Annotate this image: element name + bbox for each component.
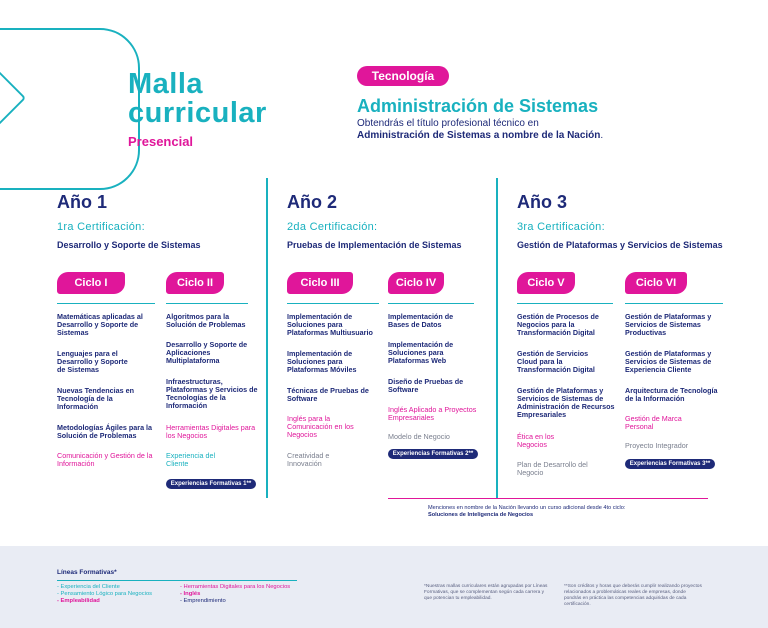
footer-item: - Inglés [180,591,201,597]
modality-label: Presencial [128,134,194,149]
course-item: Desarrollo y Soporte de Aplicaciones Multiplataforma [166,340,248,365]
course-item: Proyecto Integrador [625,441,689,450]
cycle-divider [625,303,723,304]
footer-note: **Son créditos y horas que deberás cumplir realizando proyectos relacionados a problemáticas reales de empresas, donde pondrás en práctica las competencias adquiridas de cada certificación. [564,584,702,607]
year-heading: Año 3 [517,192,568,212]
course-item: Inglés Aplicado a Proyectos Empresariales [388,405,477,422]
course-item: Nuevas Tendencias en Tecnología de la Información [57,386,134,411]
course-item: Herramientas Digitales para los Negocios [166,423,256,440]
course-item: Implementación de Soluciones para Plataformas Móviles [287,349,357,374]
course-item: Gestión de Plataformas y Servicios de Sistemas de Administración de Recursos Empresariales [517,386,615,419]
course-item: Creatividad e Innovación [287,451,330,468]
year-divider [266,178,268,498]
course-item: Ética en los Negocios [517,432,555,449]
cycle-badge: Ciclo IV [388,272,444,294]
area-pill: Tecnología [357,66,449,86]
program-description-1: Obtendrás el título profesional técnico en [357,118,539,129]
cycle-badge: Ciclo VI [625,272,687,294]
title-line-1: Malla [128,68,204,100]
footer-item: - Pensamiento Lógico para Negocios [57,591,153,597]
experience-badge: Experiencias Formativas 1** [166,479,256,489]
decorative-frame [0,28,140,190]
cycle-badge: Ciclo II [166,272,224,294]
course-item: Metodologías Ágiles para la Solución de Problemas [57,423,153,440]
course-item: Diseño de Pruebas de Software [388,377,464,394]
course-item: Gestión de Servicios Cloud para la Transformación Digital [517,349,595,374]
degree-period: . [600,130,604,141]
cycle-divider [388,303,474,304]
year-heading: Año 2 [287,192,338,212]
course-item: Gestión de Plataformas y Servicios de Sistemas Productivas [625,312,712,337]
cycle-divider [517,303,613,304]
footer-item: - Experiencia del Cliente [57,584,120,590]
mention-text: Menciones en nombre de la Nación llevando un curso adicional desde 4to ciclo: [428,505,626,511]
course-item: Arquitectura de Tecnología de la Información [625,386,718,403]
title-line-2: curricular [128,97,267,129]
footer-item: - Emprendimiento [180,598,226,604]
year-heading: Año 1 [57,192,108,212]
mention-divider [388,498,708,499]
cycle-divider [166,303,248,304]
degree-name: Administración de Sistemas a nombre de la Nación [357,130,601,141]
footer-note: *Nuestras mallas curriculares están agrupadas por Líneas Formativas, que se complementan según cada carrera y que potencian tu empleabilidad. [424,584,548,601]
course-item: Algoritmos para la Solución de Problemas [166,312,246,329]
page-title [128,70,267,128]
cycle-badge: Ciclo V [517,272,575,294]
certification-label: 1ra Certificación: [57,221,145,233]
footer-item: - Empleabilidad [57,598,100,604]
year-divider [496,178,498,498]
course-item: Experiencia del Cliente [166,451,216,468]
certification-name: Gestión de Plataformas y Servicios de Sistemas [517,240,723,250]
cycle-badge: Ciclo I [57,272,125,294]
certification-label: 2da Certificación: [287,221,378,233]
experience-badge: Experiencias Formativas 2** [388,449,478,459]
cycle-divider [57,303,155,304]
course-item: Matemáticas aplicadas al Desarrollo y Soporte de Sistemas [57,312,143,337]
course-item: Implementación de Soluciones para Plataformas Web [388,340,454,365]
mention-course: Soluciones de Inteligencia de Negocios [428,512,534,518]
program-description-2 [357,130,603,141]
course-item: Plan de Desarrollo del Negocio [517,460,588,477]
course-item: Modelo de Negocio [388,432,450,441]
course-item: Técnicas de Pruebas de Software [287,386,369,403]
course-item: Implementación de Bases de Datos [388,312,454,329]
cycle-divider [287,303,379,304]
program-title: Administración de Sistemas [357,96,599,116]
course-item: Infraestructuras, Plataformas y Servicios de Tecnologías de la Información [166,377,258,410]
course-item: Lenguajes para el Desarrollo y Soporte de Sistemas [57,349,128,374]
footer-item: - Herramientas Digitales para los Negocios [180,584,291,590]
experience-badge: Experiencias Formativas 3** [625,459,715,469]
course-item: Gestión de Plataformas y Servicios de Sistemas de Experiencia Cliente [625,349,712,374]
certification-name: Desarrollo y Soporte de Sistemas [57,240,201,250]
course-item: Gestión de Marca Personal [625,414,682,431]
footer-title: Líneas Formativas* [57,569,117,576]
footer-divider [57,580,297,581]
course-item: Inglés para la Comunicación en los Negocios [287,414,354,439]
certification-label: 3ra Certificación: [517,221,605,233]
certification-name: Pruebas de Implementación de Sistemas [287,240,462,250]
course-item: Implementación de Soluciones para Plataformas Multiusuario [287,312,373,337]
course-item: Gestión de Procesos de Negocios para la Transformación Digital [517,312,599,337]
course-item: Comunicación y Gestión de la Información [57,451,153,468]
cycle-badge: Ciclo III [287,272,353,294]
